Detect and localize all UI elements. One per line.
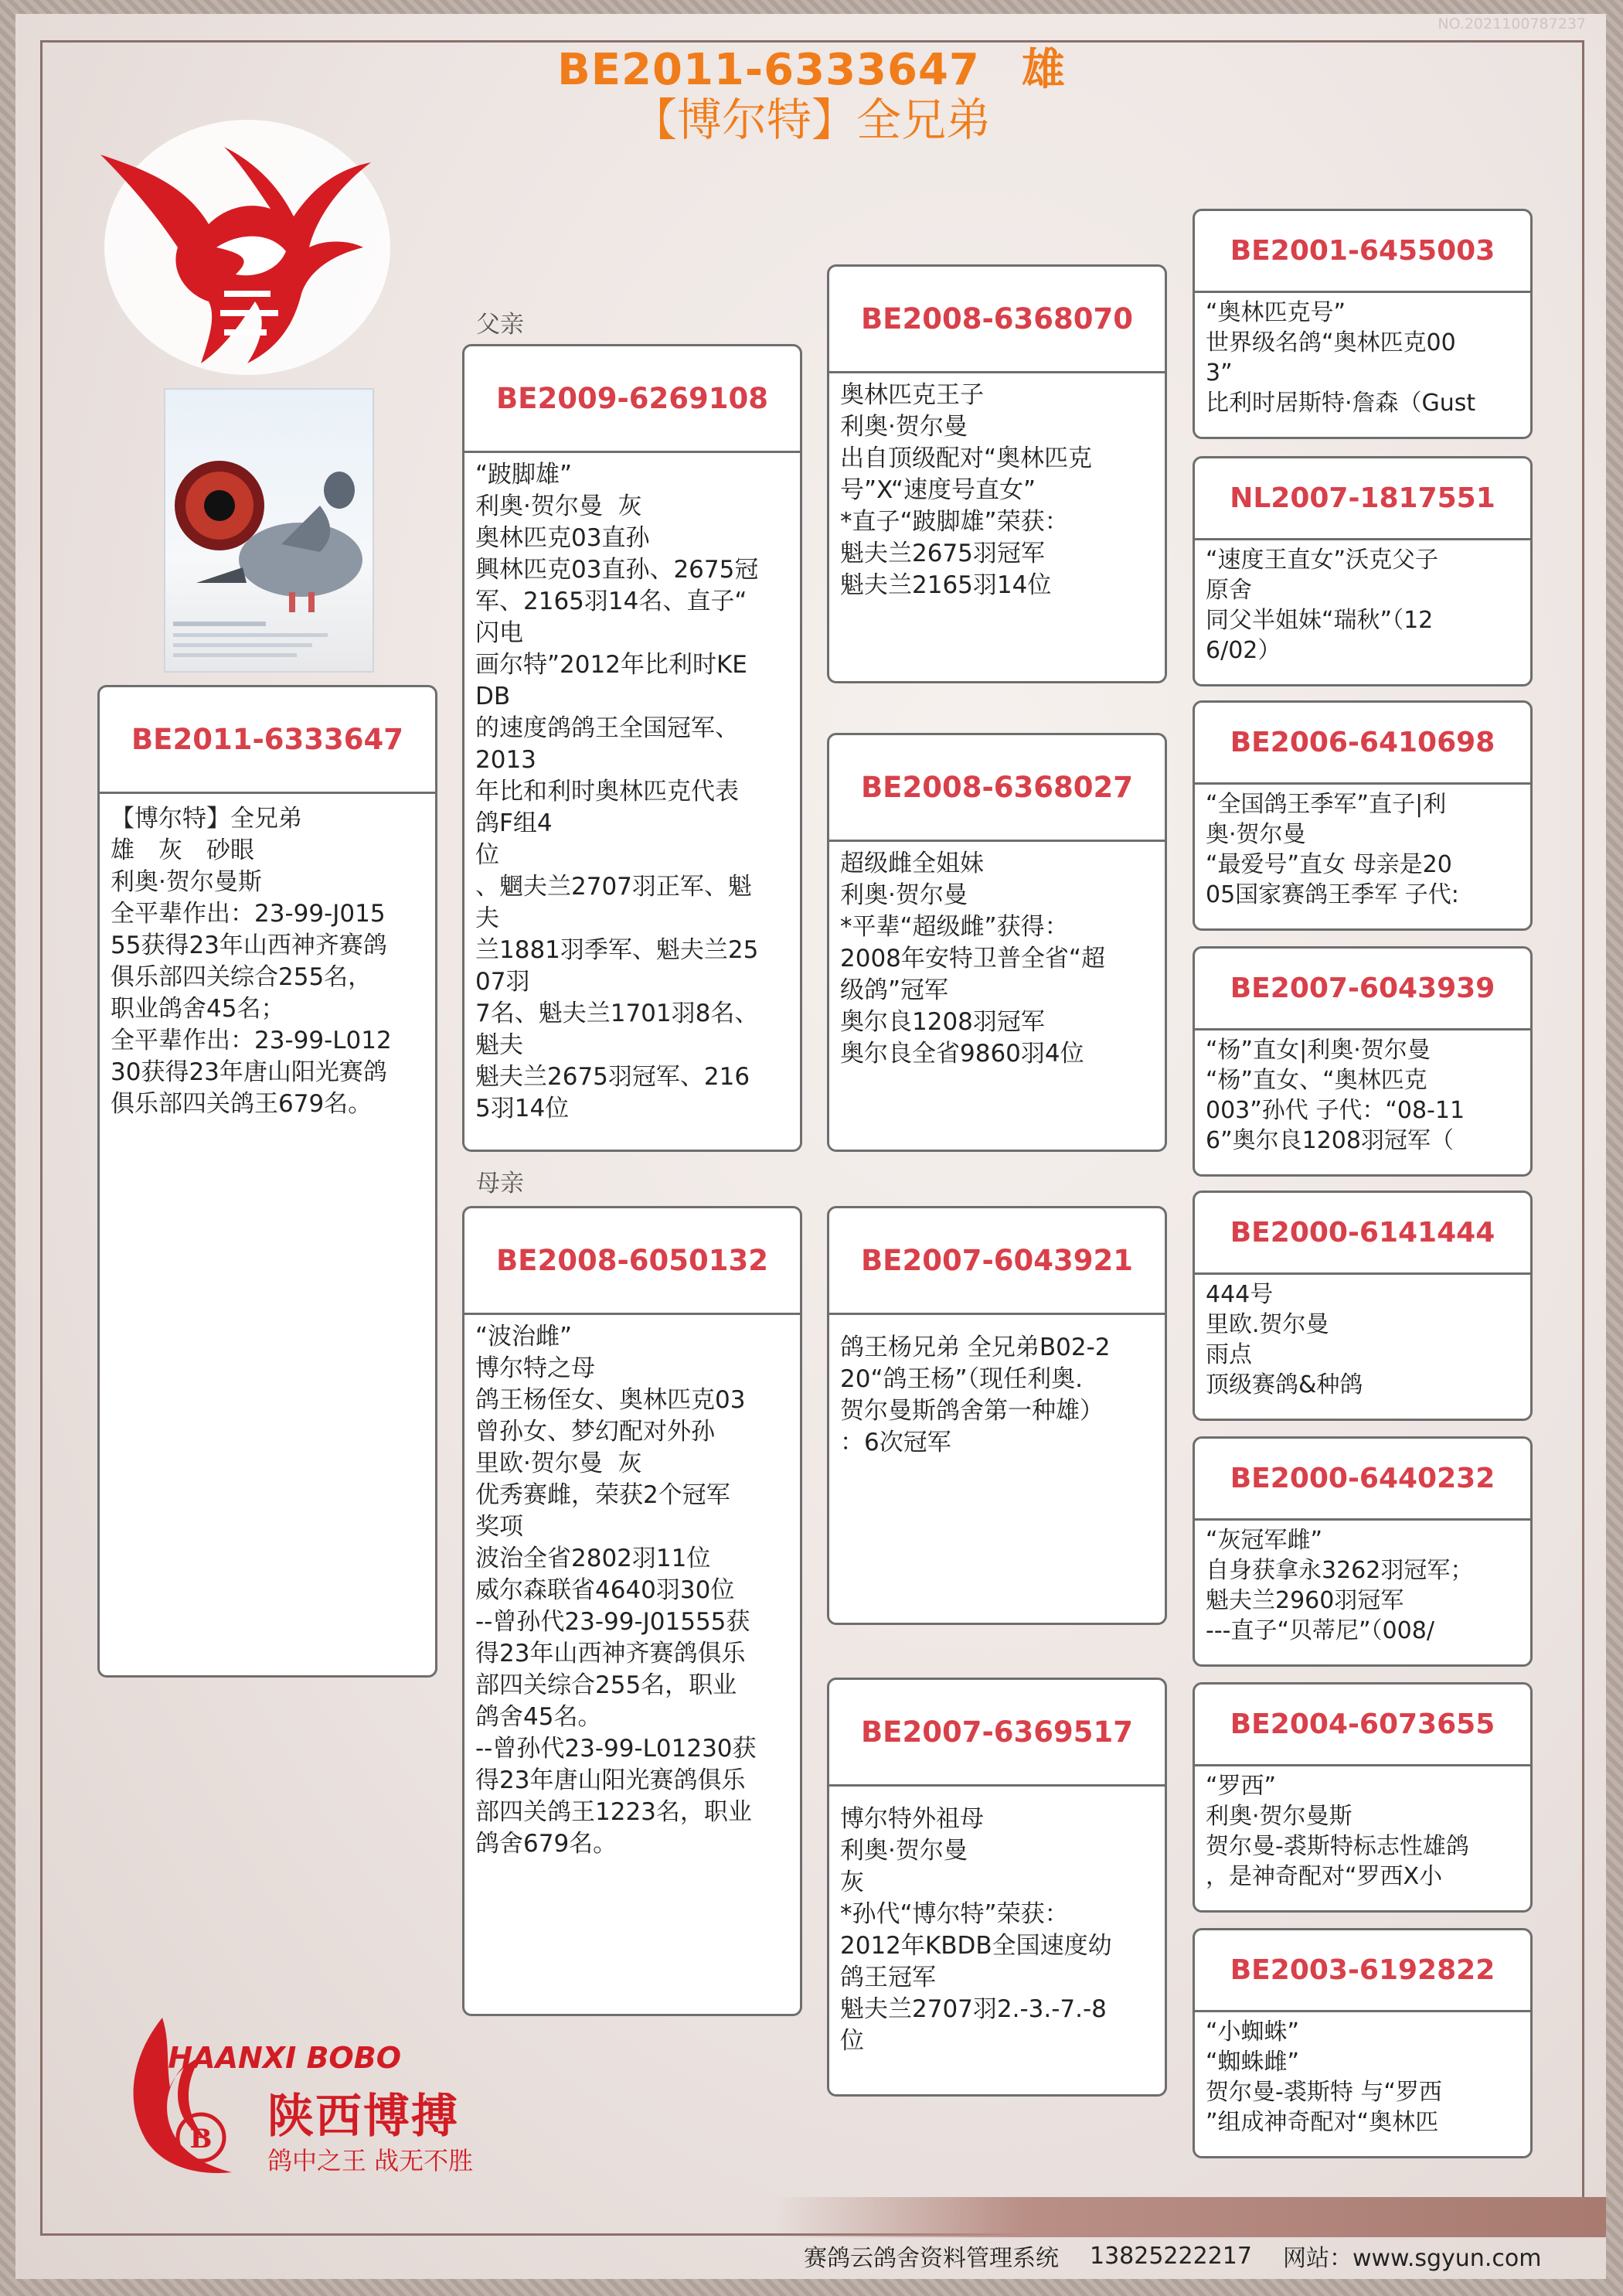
grandparent-ring: BE2008-6368070 [829,267,1165,373]
grandparent-card[interactable] [827,1206,1167,1625]
great-grandparent-card[interactable] [1193,209,1533,439]
sire-ring: BE2009-6269108 [464,346,800,453]
grandparent-description: 博尔特外祖母 利奥·贺尔曼 灰 *孙代“博尔特”荣获： 2012年KBDB全国速度幼 鸽王冠军 魁夫兰2707羽2.-3.-7.-8 位 [840,1805,1112,2055]
svg-text:B: B [189,2124,213,2155]
footer-website[interactable]: 网站：www.sgyun.com [1282,2245,1542,2272]
great-grandparent-ring: BE2000-6141444 [1195,1193,1530,1275]
grandparent-card[interactable] [827,733,1167,1152]
title-sex: 雄 [1021,45,1066,95]
great-grandparent-card[interactable] [1193,456,1533,686]
mother-label: 母亲 [476,1170,524,1197]
great-grandparent-description: “罗西” 利奥·贺尔曼斯 贺尔曼-裘斯特标志性雄鸽 ，是神奇配对“罗西X小 [1206,1773,1469,1890]
title-ring: BE2011-6333647 [557,45,980,95]
brand-slogan: 鸽中之王 战无不胜 [267,2146,474,2175]
grandparent-ring: BE2008-6368027 [829,735,1165,842]
great-grandparent-description: “奥林匹克号” 世界级名鸽“奥林匹克00 3” 比利时居斯特·詹森（Gust [1206,299,1476,417]
great-grandparent-card[interactable] [1193,1191,1533,1421]
phoenix-logo-icon [93,116,402,394]
grandparent-ring: BE2007-6369517 [829,1680,1165,1787]
great-grandparent-description: “小蜘蛛” “蜘蛛雌” 贺尔曼-裘斯特 与“罗西 ”组成神奇配对“奥林匹 [1206,2018,1442,2136]
great-grandparent-card[interactable] [1193,1436,1533,1667]
grandparent-description: 奥林匹克王子 利奥·贺尔曼 出自顶级配对“奥林匹克 号”X“速度号直女” *直子“跛脚雄”荣获： 魁夫兰2675羽冠军 魁夫兰2165羽14位 [840,381,1093,599]
great-grandparent-description: “速度王直女”沃克父子 原舍 同父半姐妹“瑞秋”（12 6/02） [1206,547,1439,664]
footer-system: 赛鸽云鸽舍资料管理系统 [804,2245,1059,2272]
footer-phone: 13825222217 [1090,2242,1252,2270]
brand-logo-icon [116,2010,270,2188]
subject-description: 【博尔特】全兄弟 雄 灰 砂眼 利奥·贺尔曼斯 全平辈作出：23-99-J015 55获得23年山西神齐赛鸽 俱乐部四关综合255名， 职业鸽舍45名； 全平辈作出：23-99-L012 30获得23年唐山阳光赛鸽 俱乐部四关鸽王679名。 [111,805,392,1118]
grandparent-card[interactable] [827,1678,1167,2097]
great-grandparent-card[interactable] [1193,946,1533,1177]
subject-ring: BE2011-6333647 [100,687,435,794]
great-grandparent-ring: BE2007-6043939 [1195,949,1530,1030]
brand-english-name: SHAANXI BOBO [147,2041,401,2075]
dam-card[interactable] [462,1206,802,2016]
pigeon-photo [164,388,374,673]
page-subtitle: 【博尔特】全兄弟 [631,94,991,146]
great-grandparent-ring: BE2004-6073655 [1195,1685,1530,1766]
dam-description: “波治雌” 博尔特之母 鸽王杨侄女、奥林匹克03 曾孙女、梦幻配对外孙 里欧·贺尔曼 灰 优秀赛雌，荣获2个冠军 奖项 波治全省2802羽11位 威尔森联省4640羽30位 --曾孙代23-99-J01555获 得23年山西神齐赛鸽俱乐 部四关综合255名，职业 鸽舍45名。 --曾孙代23-99-L01230获 得23年唐山阳光赛鸽俱乐 部四关鸽王1223名，职业 鸽舍679名。 [475,1323,757,1858]
great-grandparent-ring: BE2006-6410698 [1195,703,1530,785]
great-grandparent-card[interactable] [1193,1928,1533,2158]
subject-card[interactable] [97,685,437,1678]
great-grandparent-ring: NL2007-1817551 [1195,458,1530,540]
brand-chinese-name: 陕西博搏 [267,2090,459,2144]
grandparent-description: 鸽王杨兄弟 全兄弟B02-2 20“鸽王杨”（现任利奥. 贺尔曼斯鸽舍第一种雄） ：6次冠军 [840,1334,1111,1456]
sire-description: “跛脚雄” 利奥·贺尔曼 灰 奥林匹克03直孙 興林匹克03直孙、2675冠 军、2165羽14名、直子“ 闪电 画尔特”2012年比利时KE DB 的速度鸽鸽王全国冠军、 2013 年比和利时奥林匹克代表 鸽F组4 位 、魍夫兰2707羽正军、魁 夫 兰1881羽季军、魁夫兰25 07羽 7名、魁夫兰1701羽8名、 魁夫 魁夫兰2675羽冠军、216 5羽14位 [475,461,759,1122]
great-grandparent-card[interactable] [1193,700,1533,931]
father-label: 父亲 [476,311,524,339]
dam-ring: BE2008-6050132 [464,1208,800,1315]
great-grandparent-ring: BE2003-6192822 [1195,1930,1530,2012]
footer-bar [773,2197,1606,2237]
great-grandparent-ring: BE2000-6440232 [1195,1439,1530,1521]
grandparent-description: 超级雌全姐妹 利奥·贺尔曼 *平辈“超级雌”获得： 2008年安特卫普全省“超 级鸽”冠军 奥尔良1208羽冠军 奥尔良全省9860羽4位 [840,850,1105,1068]
great-grandparent-description: “灰冠军雌” 自身获拿永3262羽冠军； 魁夫兰2960羽冠军 ---直子“贝蒂尼”（008/ [1206,1527,1474,1644]
great-grandparent-description: “全国鸽王季军”直子|利 奥·贺尔曼 “最爱号”直女 母亲是20 05国家赛鸽王季军 子代: [1206,791,1459,908]
great-grandparent-ring: BE2001-6455003 [1195,211,1530,293]
sire-card[interactable] [462,344,802,1152]
great-grandparent-card[interactable] [1193,1682,1533,1913]
grandparent-card[interactable] [827,264,1167,683]
great-grandparent-description: “杨”直女|利奥·贺尔曼 “杨”直女、“奥林匹克 003”孙代 子代：“08-11 6”奥尔良1208羽冠军（ [1206,1037,1465,1154]
grandparent-ring: BE2007-6043921 [829,1208,1165,1315]
footer [804,2236,1608,2275]
great-grandparent-description: 444号 里欧.贺尔曼 雨点 顶级赛鸽&种鸽 [1206,1281,1363,1398]
certificate-number: NO.2021100787237 [1438,15,1586,32]
